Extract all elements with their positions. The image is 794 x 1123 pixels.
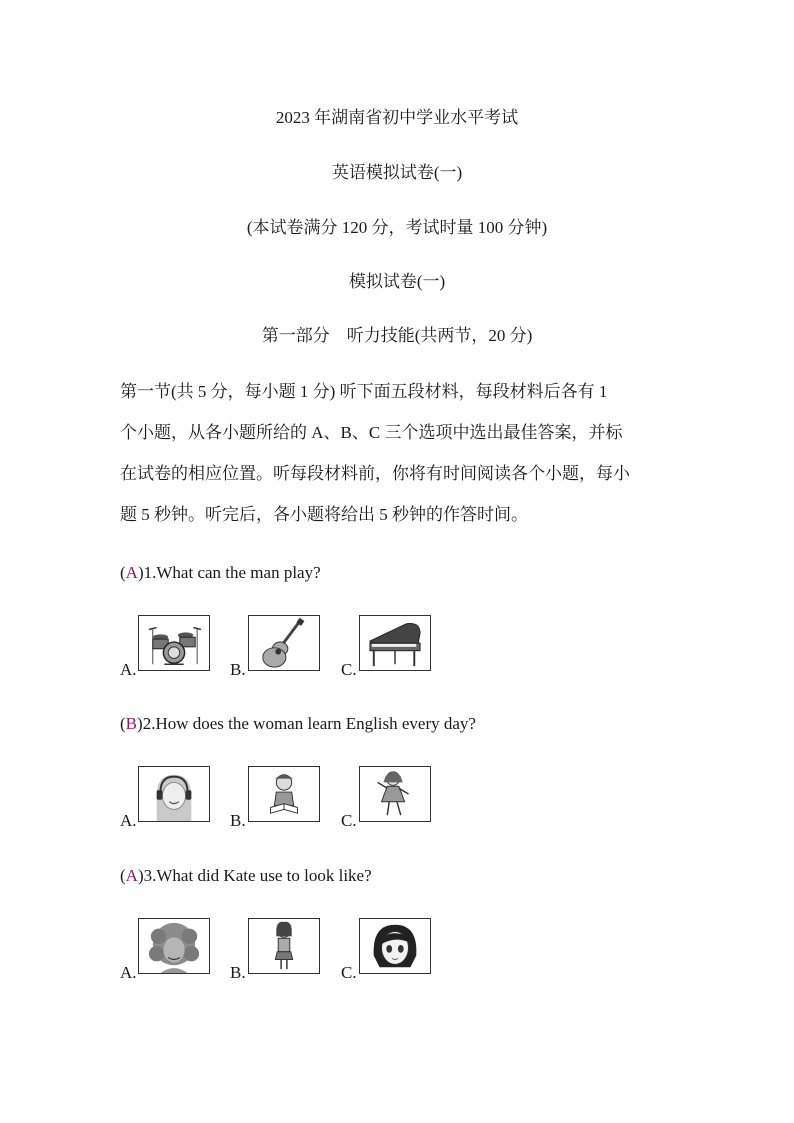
sub-title: 模拟试卷(一)	[348, 272, 446, 291]
drum-kit-image[interactable]	[138, 615, 210, 671]
instruction-line: 个小题，从各小题所给的 A、B、C 三个选项中选出最佳答案，并标	[120, 423, 623, 442]
girl-with-headphones-image[interactable]	[138, 766, 210, 822]
answer-mark: B	[125, 714, 138, 733]
section-instructions	[120, 371, 680, 535]
answer-mark: A	[125, 563, 138, 582]
option-label: A.	[120, 811, 137, 830]
option-label: B.	[230, 660, 246, 679]
option-label: C.	[341, 811, 357, 830]
instruction-line: 题 5 秒钟。听完后，各小题将给出 5 秒钟的作答时间。	[120, 505, 528, 524]
girl-standing-image[interactable]	[248, 918, 320, 974]
part-title: 第一部分 听力技能(共两节，20 分)	[261, 326, 533, 345]
paper-title: 英语模拟试卷(一)	[331, 163, 463, 182]
option-label: A.	[120, 660, 137, 679]
option-label: A.	[120, 963, 137, 982]
question-1: (A)1.What can the man play?	[120, 563, 321, 582]
option-label: C.	[341, 963, 357, 982]
question-3: (A)3.What did Kate use to look like?	[120, 866, 372, 885]
grand-piano-image[interactable]	[359, 615, 431, 671]
girl-dancing-image[interactable]	[359, 766, 431, 822]
option-label: B.	[230, 811, 246, 830]
question-text: 2.How does the woman learn English every day?	[142, 714, 476, 733]
question-2: (B)2.How does the woman learn English every day?	[120, 714, 476, 733]
question-text: 3.What did Kate use to look like?	[143, 866, 372, 885]
instruction-line: 在试卷的相应位置。听每段材料前，你将有时间阅读各个小题，每小	[120, 464, 630, 483]
answer-mark: A	[125, 866, 138, 885]
exam-title: 2023 年湖南省初中学业水平考试	[275, 108, 519, 127]
question-text: 1.What can the man play?	[143, 563, 321, 582]
girl-reading-book-image[interactable]	[248, 766, 320, 822]
girl-short-black-hair-image[interactable]	[359, 918, 431, 974]
instruction-line: 第一节(共 5 分，每小题 1 分) 听下面五段材料，每段材料后各有 1	[120, 382, 608, 401]
option-label: C.	[341, 660, 357, 679]
option-label: B.	[230, 963, 246, 982]
acoustic-guitar-image[interactable]	[248, 615, 320, 671]
score-info: (本试卷满分 120 分，考试时量 100 分钟)	[246, 218, 548, 237]
girl-curly-hair-image[interactable]	[138, 918, 210, 974]
